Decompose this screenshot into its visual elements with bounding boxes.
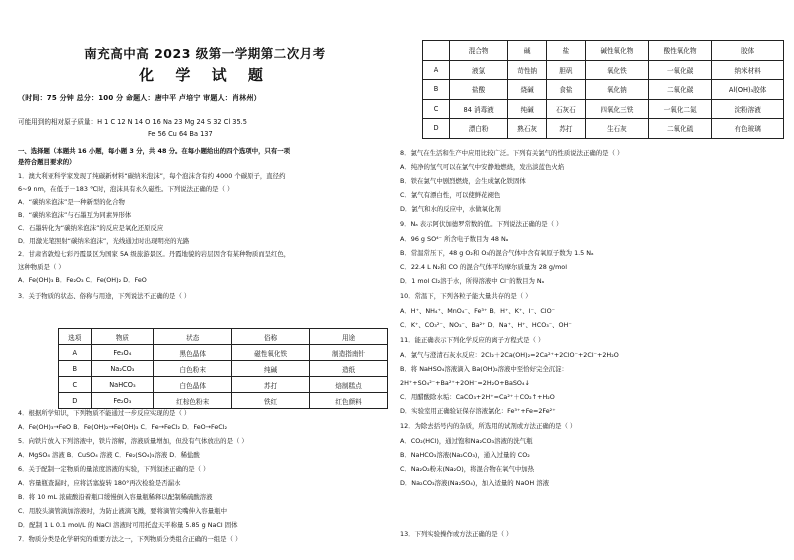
question-3-table	[58, 328, 388, 409]
table-cell: Fe₂O₃	[91, 393, 154, 409]
table-cell: 红色颜料	[310, 393, 388, 409]
table-cell: 造纸	[310, 361, 388, 377]
option-line: B．“碳纳米泡沫”与石墨互为同素异形体	[18, 211, 132, 219]
table-header: 盐	[547, 41, 586, 61]
table-cell: 制造指南针	[310, 345, 388, 361]
table-cell: 纯碱	[232, 361, 310, 377]
option-line: D．配制 1 L 0.1 mol/L 的 NaCl 溶液时可用托盘天平称量 5.85 g NaCl 固体	[18, 521, 238, 529]
option-line: A．“碳纳米泡沫”是一种新型的化合物	[18, 198, 125, 206]
table-cell: 石灰石	[547, 99, 586, 119]
question-8: 8．氯气在生活和生产中应用比较广泛。下列有关氯气的性质说法正确的是（ ）	[400, 149, 624, 157]
table-cell: 焙制糕点	[310, 377, 388, 393]
table-row	[423, 60, 784, 80]
table-header: 用途	[310, 329, 388, 345]
table-cell: Fe₃O₄	[91, 345, 154, 361]
option-line: 2H⁺+SO₄²⁻+Ba²⁺+2OH⁻=2H₂O+BaSO₄↓	[400, 379, 530, 387]
table-cell: 纯碱	[508, 99, 547, 119]
option-line: C．用胶头滴管滴加溶液时，为防止液滴飞溅，要将滴管尖嘴伸入容量瓶中	[18, 507, 227, 515]
table-cell: 白色粉末	[154, 361, 232, 377]
option-line: B．将 10 mL 浓硫酸沿着瓶口缓慢倒入容量瓶稀释以配制稀硫酸溶液	[18, 493, 213, 501]
table-cell: 84 消毒液	[450, 99, 508, 119]
table-row	[59, 377, 388, 393]
table-header-row	[59, 329, 388, 345]
question-3: 3．关于物质的状态、俗称与用途，下列说法不正确的是（ ）	[18, 292, 191, 300]
table-cell: 黑色晶体	[154, 345, 232, 361]
table-cell: 四氧化三铁	[585, 99, 648, 119]
question-13: 13．下列实验操作或方法正确的是（ ）	[400, 530, 513, 538]
atomic-masses-line2: Fe 56 Cu 64 Ba 137	[148, 130, 213, 138]
option-line: A．氯气与澄清石灰水反应：2Cl₂＋2Ca(OH)₂=2Ca²⁺+2ClO⁻+2Cl⁻+2H₂O	[400, 351, 619, 359]
table-cell: 红棕色粉末	[154, 393, 232, 409]
table-header: 胶体	[712, 41, 784, 61]
option-line: A．容量瓶查漏时，应将活塞旋转 180°再次检验是否漏水	[18, 479, 181, 487]
table-cell: 苏打	[232, 377, 310, 393]
table-cell: 一氧化二氮	[649, 99, 712, 119]
table-header: 物质	[91, 329, 154, 345]
table-row	[59, 393, 388, 409]
option-line: A．纯净的氢气可以在氯气中安静地燃烧，发出淡蓝色火焰	[400, 163, 565, 171]
table-header: 碱	[508, 41, 547, 61]
option-line: D．Na₂CO₃溶液(Na₂SO₄)，加入适量的 NaOH 溶液	[400, 479, 550, 487]
table-row	[423, 80, 784, 100]
table-header: 酸性氧化物	[649, 41, 712, 61]
table-cell: NaHCO₃	[91, 377, 154, 393]
table-cell: 有色玻璃	[712, 119, 784, 139]
option-line: A．H⁺、NH₄⁺、MnO₄⁻、Fe³⁺ B．H⁺、K⁺、I⁻、ClO⁻	[400, 307, 555, 315]
table-cell: C	[59, 377, 92, 393]
question-7: 7．物质分类是化学研究的重要方法之一，下列物质分类组合正确的一组是（ ）	[18, 535, 242, 543]
table-cell: 漂白粉	[450, 119, 508, 139]
table-cell: D	[59, 393, 92, 409]
table-cell: 磁性氧化铁	[232, 345, 310, 361]
question-6: 6．关于配制一定物质的量浓度溶液的实验，下列叙述正确的是（ ）	[18, 465, 210, 473]
table-cell: Na₂CO₃	[91, 361, 154, 377]
option-line: A．MgSO₄ 溶液 B．CuSO₄ 溶液 C．Fe₂(SO₄)₃溶液 D．稀盐酸	[18, 451, 200, 459]
option-line: D．实验室用正确验证保存溶液氯化：Fe³⁺+Fe=2Fe²⁺	[400, 407, 556, 415]
table-cell: 铁红	[232, 393, 310, 409]
table-cell: 纳米材料	[712, 60, 784, 80]
table-row	[423, 119, 784, 139]
question-12: 12．为除去括号内的杂质，所选用的试剂或方法正确的是（ ）	[400, 422, 577, 430]
option-line: C．氯气有漂白性，可以使鲜花褪色	[400, 191, 501, 199]
option-line: A．Fe(OH)₃ B．Fe₂O₃ C．Fe(OH)₂ D．FeO	[18, 276, 147, 284]
table-cell: 一氧化碳	[649, 60, 712, 80]
option-line: A．Fe(OH)₃→FeO B．Fe(OH)₂→Fe(OH)₃ C．Fe→FeCl₂ D．FeO→FeCl₂	[18, 423, 228, 431]
table-cell: 熟石灰	[508, 119, 547, 139]
table-cell: C	[423, 99, 450, 119]
table-cell: 苏打	[547, 119, 586, 139]
question-7-table	[422, 40, 784, 139]
question-2: 2．甘肃省敦煌七彩丹霞景区为国家 5A 级旅游景区。丹霞地貌的岩层因含有某种物质而呈红色，	[18, 250, 291, 258]
option-line: C．Na₂O₂粉末(Na₂O)，将混合物在氧气中加热	[400, 465, 535, 473]
atomic-masses	[18, 116, 394, 140]
subject-title: 化 学 试 题	[139, 66, 271, 84]
question-line: 6~9 nm，在低于－183 ℃时，泡沫具有永久磁性。下列说法正确的是（ ）	[18, 185, 234, 193]
question-line: 这种物质是（ ）	[18, 263, 65, 271]
atomic-masses-line1: 可能用到的相对原子质量：H 1 C 12 N 14 O 16 Na 23 Mg 24 S 32 Cl 35.5	[18, 118, 247, 126]
table-cell: B	[59, 361, 92, 377]
option-line: B．NaHCO₃溶液(Na₂CO₃)，通入过量的 CO₂	[400, 451, 530, 459]
question-11: 11．能正确表示下列化学反应的离子方程式是（ ）	[400, 336, 545, 344]
option-line: B．将 NaHSO₄溶液滴入 Ba(OH)₂溶液中至恰好完全沉淀：	[400, 365, 568, 373]
table-cell: A	[423, 60, 450, 80]
exam-info: （时间：75 分钟 总分：100 分 命题人：唐中平 卢培宁 审题人：肖林州）	[18, 94, 261, 102]
table-header: 俗称	[232, 329, 310, 345]
table-header	[423, 41, 450, 61]
option-line: C．石墨转化为“碳纳米泡沫”的反应是氧化还原反应	[18, 224, 164, 232]
option-line: B．铁在氯气中剧烈燃烧，会生成氯化铁固体	[400, 177, 526, 185]
table-cell: 淀粉溶液	[712, 99, 784, 119]
table-row	[59, 345, 388, 361]
table-cell: 二氧化硫	[649, 119, 712, 139]
table-cell: 盐酸	[450, 80, 508, 100]
right-column	[398, 0, 788, 560]
table-row	[423, 99, 784, 119]
option-line: C．用醋酸除水垢：CaCO₃+2H⁺=Ca²⁺＋CO₂↑+H₂O	[400, 393, 555, 401]
table-row	[59, 361, 388, 377]
table-cell: 白色晶体	[154, 377, 232, 393]
table-cell: 烧碱	[508, 80, 547, 100]
table-cell: Al(OH)₃胶体	[712, 80, 784, 100]
table-header: 碱性氧化物	[585, 41, 648, 61]
table-cell: A	[59, 345, 92, 361]
table-header: 状态	[154, 329, 232, 345]
left-column	[12, 0, 398, 560]
question-9: 9．Nₐ 表示阿伏加德罗常数的值。下列说法正确的是（ ）	[400, 220, 563, 228]
option-line: D．氯气和水的反应中，水做氧化剂	[400, 205, 501, 213]
question-10: 10．常温下，下列各粒子能大量共存的是（ ）	[400, 292, 532, 300]
table-header: 选项	[59, 329, 92, 345]
option-line: D．用激光笔照射“碳纳米泡沫”，光线通过时出现明亮的光路	[18, 237, 190, 245]
option-line: A．CO₂(HCl)，通过饱和Na₂CO₃溶液的洗气瓶	[400, 437, 533, 445]
option-line: B．常温常压下，48 g O₂和 O₃的混合气体中含有氧原子数为 1.5 Nₐ	[400, 249, 594, 257]
table-cell: B	[423, 80, 450, 100]
table-cell: 液氯	[450, 60, 508, 80]
section-heading-cont: 是符合题目要求的）	[18, 158, 76, 166]
table-cell: 氧化钠	[585, 80, 648, 100]
question-5: 5．向铁片放入下列溶液中，铁片溶解，溶液质量增加，但没有气体放出的是（ ）	[18, 437, 248, 445]
table-header-row	[423, 41, 784, 61]
table-cell: 氧化铁	[585, 60, 648, 80]
table-cell: 生石灰	[585, 119, 648, 139]
option-line: C．22.4 L N₂和 CO 的混合气体平均摩尔质量为 28 g/mol	[400, 263, 567, 271]
table-cell: D	[423, 119, 450, 139]
table-cell: 二氧化碳	[649, 80, 712, 100]
question-1: 1．澳大利亚科学家发现了纯碳新材料“碳纳米泡沫”，每个泡沫含有约 4000 个碳原子，直径约	[18, 172, 286, 180]
option-line: A．96 g SO⁴⁻ 所含电子数目为 48 Nₐ	[400, 235, 509, 243]
table-cell: 苛性钠	[508, 60, 547, 80]
table-cell: 食盐	[547, 80, 586, 100]
question-4: 4．根据所学知识，下列物质不能通过一步反应实现的是（ ）	[18, 409, 191, 417]
table-header: 混合物	[450, 41, 508, 61]
table-cell: 胆矾	[547, 60, 586, 80]
option-line: D．1 mol Cl₂溶于水，所得溶液中 Cl⁻的数目为 Nₐ	[400, 277, 545, 285]
option-line: C．K⁺、CO₃²⁻、NO₃⁻、Ba²⁺ D．Na⁺、H⁺、HCO₃⁻、OH⁻	[400, 321, 572, 329]
exam-title: 南充高中高 2023 级第一学期第二次月考	[84, 46, 326, 61]
section-heading: 一、选择题（本题共 16 小题，每小题 3 分，共 48 分。在每小题给出的四个选项中，只有一项	[18, 147, 291, 155]
